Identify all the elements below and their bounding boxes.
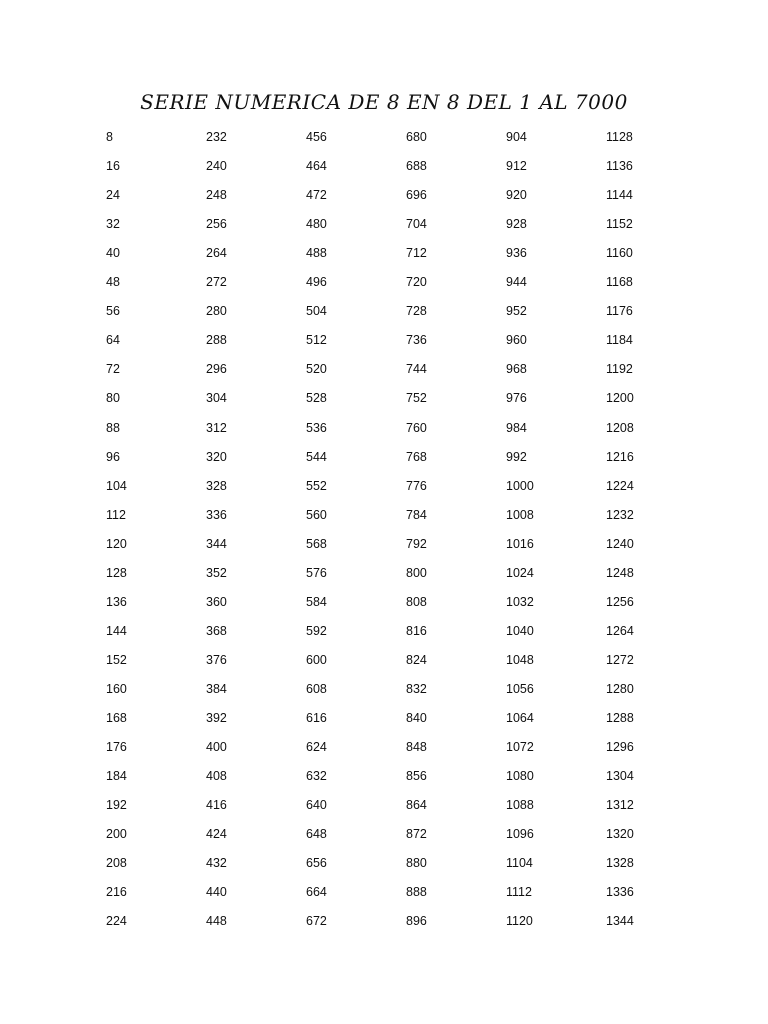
number-cell: 936	[506, 246, 527, 261]
number-cell: 1344	[606, 914, 634, 929]
number-cell: 360	[206, 594, 227, 609]
number-cell: 896	[406, 914, 427, 929]
number-cell: 1088	[506, 798, 534, 813]
number-cell: 80	[106, 391, 120, 406]
number-cell: 544	[306, 449, 327, 464]
number-cell: 120	[106, 536, 127, 551]
number-cell: 888	[406, 885, 427, 900]
number-cell: 1000	[506, 478, 534, 493]
number-cell: 1312	[606, 798, 634, 813]
number-cell: 224	[106, 914, 127, 929]
number-cell: 1056	[506, 681, 534, 696]
number-cell: 208	[106, 856, 127, 871]
number-cell: 816	[406, 623, 427, 638]
number-cell: 1304	[606, 769, 634, 784]
number-cell: 984	[506, 420, 527, 435]
number-cell: 672	[306, 914, 327, 929]
number-cell: 904	[506, 130, 527, 144]
number-cell: 440	[206, 885, 227, 900]
number-cell: 720	[406, 275, 427, 290]
number-cell: 424	[206, 827, 227, 842]
number-cell: 64	[106, 333, 120, 348]
number-cell: 488	[306, 246, 327, 261]
number-cell: 1144	[606, 188, 633, 203]
number-cell: 32	[106, 217, 120, 232]
number-cell: 728	[406, 304, 427, 319]
page-title: SERIE NUMERICA DE 8 EN 8 DEL 1 AL 7000	[140, 90, 628, 114]
number-cell: 512	[306, 333, 327, 348]
number-cell: 744	[406, 362, 427, 377]
number-cell: 1216	[606, 449, 634, 464]
number-cell: 1024	[506, 565, 534, 580]
number-cell: 240	[206, 159, 227, 174]
number-cell: 336	[206, 507, 227, 522]
number-cell: 160	[106, 681, 127, 696]
number-cell: 320	[206, 449, 227, 464]
number-cell: 576	[306, 565, 327, 580]
number-cell: 456	[306, 130, 327, 144]
number-cell: 1272	[606, 652, 634, 667]
number-cell: 1080	[506, 769, 534, 784]
number-cell: 1160	[606, 246, 633, 261]
number-cell: 992	[506, 449, 527, 464]
number-cell: 24	[106, 188, 120, 203]
number-cell: 200	[106, 827, 127, 842]
number-cell: 96	[106, 449, 120, 464]
number-cell: 768	[406, 449, 427, 464]
number-cell: 1224	[606, 478, 634, 493]
number-cell: 272	[206, 275, 227, 290]
number-cell: 648	[306, 827, 327, 842]
number-cell: 56	[106, 304, 120, 319]
number-cell: 480	[306, 217, 327, 232]
number-cell: 784	[406, 507, 427, 522]
number-cell: 928	[506, 217, 527, 232]
number-cell: 472	[306, 188, 327, 203]
number-cell: 760	[406, 420, 427, 435]
number-cell: 1016	[506, 536, 534, 551]
number-cell: 736	[406, 333, 427, 348]
number-cell: 656	[306, 856, 327, 871]
number-cell: 1336	[606, 885, 634, 900]
number-cell: 1136	[606, 159, 633, 174]
number-series-grid	[106, 128, 666, 938]
number-cell: 1120	[506, 914, 533, 929]
number-cell: 1176	[606, 304, 633, 319]
number-cell: 1112	[506, 885, 532, 900]
number-cell: 1064	[506, 711, 534, 725]
number-cell: 528	[306, 391, 327, 406]
number-cell: 880	[406, 856, 427, 871]
number-cell: 912	[506, 159, 527, 174]
number-cell: 344	[206, 536, 227, 551]
number-cell: 72	[106, 362, 120, 377]
number-cell: 216	[106, 885, 127, 900]
number-cell: 112	[106, 507, 126, 522]
number-cell: 680	[406, 130, 427, 144]
number-cell: 1328	[606, 856, 634, 871]
number-cell: 1008	[506, 507, 534, 522]
number-cell: 384	[206, 681, 227, 696]
number-cell: 840	[406, 711, 427, 725]
number-cell: 1200	[606, 391, 634, 406]
number-cell: 560	[306, 507, 327, 522]
number-cell: 128	[106, 565, 127, 580]
number-cell: 1048	[506, 652, 534, 667]
number-cell: 832	[406, 681, 427, 696]
number-cell: 616	[306, 711, 327, 725]
number-cell: 48	[106, 275, 120, 290]
number-cell: 152	[106, 652, 127, 667]
number-cell: 192	[106, 798, 127, 813]
number-cell: 264	[206, 246, 227, 261]
number-cell: 328	[206, 478, 227, 493]
number-cell: 1184	[606, 333, 633, 348]
number-cell: 8	[106, 130, 113, 144]
number-cell: 800	[406, 565, 427, 580]
number-cell: 552	[306, 478, 327, 493]
number-cell: 416	[206, 798, 227, 813]
number-cell: 248	[206, 188, 227, 203]
number-cell: 352	[206, 565, 227, 580]
number-cell: 696	[406, 188, 427, 203]
number-cell: 232	[206, 130, 227, 144]
number-cell: 1320	[606, 827, 634, 842]
number-cell: 776	[406, 478, 427, 493]
number-cell: 1264	[606, 623, 634, 638]
number-cell: 608	[306, 681, 327, 696]
number-cell: 824	[406, 652, 427, 667]
number-cell: 568	[306, 536, 327, 551]
number-cell: 184	[106, 769, 127, 784]
number-cell: 848	[406, 740, 427, 755]
number-cell: 448	[206, 914, 227, 929]
number-cell: 408	[206, 769, 227, 784]
number-cell: 712	[406, 246, 427, 261]
number-cell: 256	[206, 217, 227, 232]
number-cell: 392	[206, 711, 227, 725]
number-cell: 432	[206, 856, 227, 871]
number-cell: 664	[306, 885, 327, 900]
number-cell: 520	[306, 362, 327, 377]
number-cell: 376	[206, 652, 227, 667]
number-cell: 136	[106, 594, 127, 609]
number-cell: 640	[306, 798, 327, 813]
number-cell: 584	[306, 594, 327, 609]
number-cell: 600	[306, 652, 327, 667]
number-cell: 88	[106, 420, 120, 435]
number-cell: 280	[206, 304, 227, 319]
number-cell: 1040	[506, 623, 534, 638]
number-cell: 1280	[606, 681, 634, 696]
number-cell: 1128	[606, 130, 633, 144]
number-cell: 960	[506, 333, 527, 348]
number-cell: 16	[106, 159, 120, 174]
number-cell: 1296	[606, 740, 634, 755]
number-cell: 808	[406, 594, 427, 609]
number-cell: 312	[206, 420, 227, 435]
number-cell: 864	[406, 798, 427, 813]
number-cell: 592	[306, 623, 327, 638]
number-cell: 1096	[506, 827, 534, 842]
number-cell: 1248	[606, 565, 634, 580]
number-cell: 752	[406, 391, 427, 406]
number-cell: 304	[206, 391, 227, 406]
number-cell: 1072	[506, 740, 534, 755]
number-cell: 944	[506, 275, 527, 290]
number-cell: 1240	[606, 536, 634, 551]
number-cell: 968	[506, 362, 527, 377]
number-cell: 496	[306, 275, 327, 290]
number-cell: 104	[106, 478, 127, 493]
number-cell: 1232	[606, 507, 634, 522]
number-cell: 1152	[606, 217, 633, 232]
number-cell: 1208	[606, 420, 634, 435]
number-cell: 872	[406, 827, 427, 842]
number-cell: 976	[506, 391, 527, 406]
number-cell: 400	[206, 740, 227, 755]
number-cell: 464	[306, 159, 327, 174]
number-cell: 1032	[506, 594, 534, 609]
number-cell: 536	[306, 420, 327, 435]
number-cell: 688	[406, 159, 427, 174]
number-cell: 1192	[606, 362, 633, 377]
number-cell: 288	[206, 333, 227, 348]
number-cell: 296	[206, 362, 227, 377]
number-cell: 792	[406, 536, 427, 551]
number-cell: 40	[106, 246, 120, 261]
number-cell: 368	[206, 623, 227, 638]
number-cell: 168	[106, 711, 127, 725]
number-cell: 1256	[606, 594, 634, 609]
number-cell: 1104	[506, 856, 533, 871]
number-cell: 632	[306, 769, 327, 784]
number-cell: 952	[506, 304, 527, 319]
number-cell: 856	[406, 769, 427, 784]
number-cell: 144	[106, 623, 127, 638]
number-cell: 704	[406, 217, 427, 232]
number-cell: 1288	[606, 711, 634, 725]
number-cell: 624	[306, 740, 327, 755]
number-cell: 920	[506, 188, 527, 203]
number-cell: 1168	[606, 275, 633, 290]
number-cell: 504	[306, 304, 327, 319]
number-cell: 176	[106, 740, 127, 755]
